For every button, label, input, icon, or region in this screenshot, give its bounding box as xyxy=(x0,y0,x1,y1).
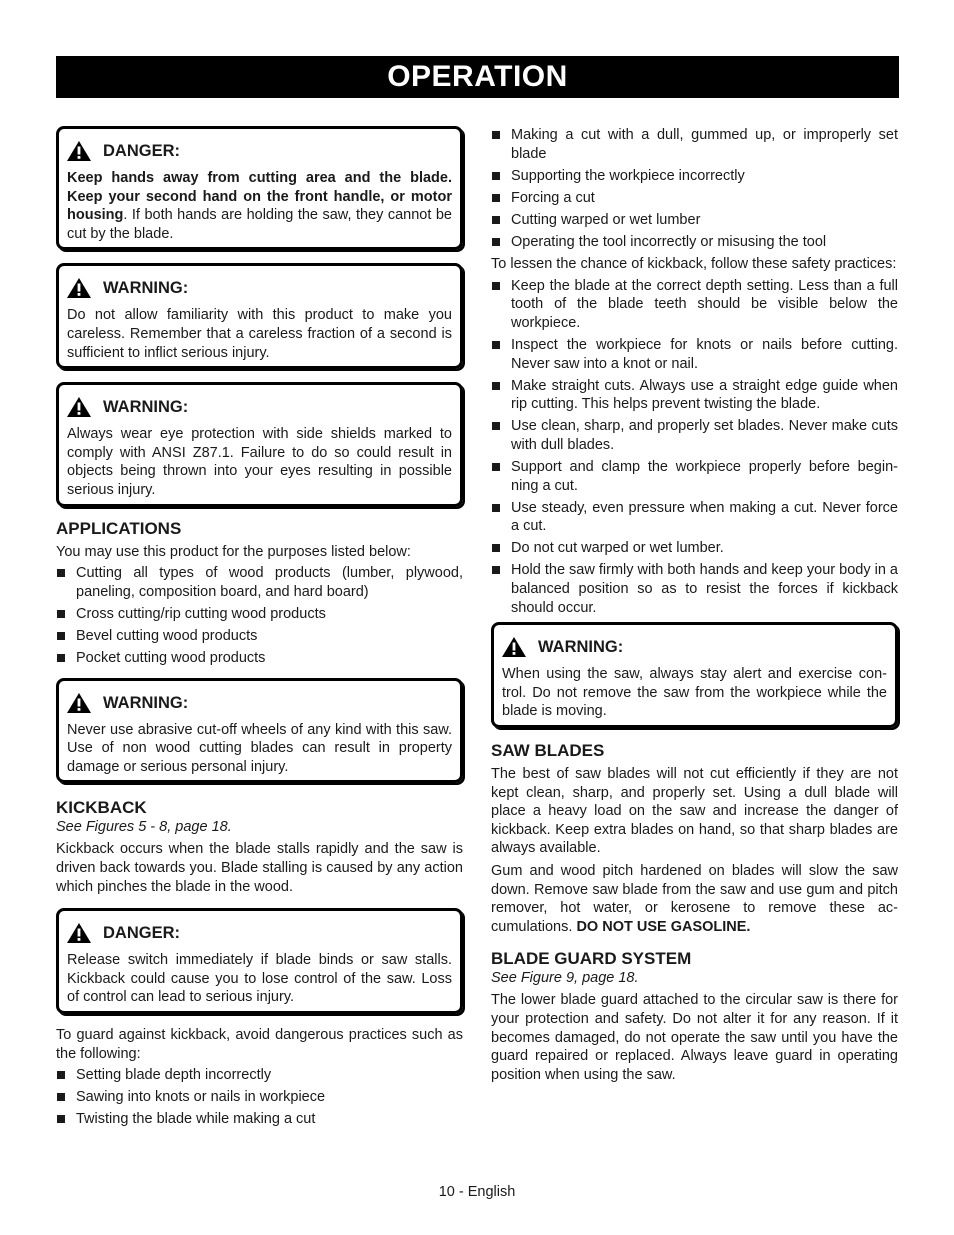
list-item: Pocket cutting wood products xyxy=(56,649,463,668)
kickback-text: Kickback occurs when the blade stalls rapidly and the saw is driven back towards you. Blade stalling is caused by any action which pinches the blade in the wood. xyxy=(56,841,463,895)
box-title: WARNING: xyxy=(67,397,452,417)
box-title: DANGER: xyxy=(67,141,452,161)
dangerous-practices-list xyxy=(56,1066,463,1129)
box-title: WARNING: xyxy=(67,693,452,713)
list-item: Bevel cutting wood products xyxy=(56,627,463,646)
kickback-figure-ref: See Figures 5 - 8, page 18. xyxy=(56,819,232,836)
warning-box-stay-alert xyxy=(491,622,898,728)
guard-intro: To guard against kickback, avoid dangerous practices such as the following: xyxy=(56,1026,463,1062)
list-item: Keep the blade at the correct depth setting. Less than a full tooth of the blade teeth should be visible below the workpiece. xyxy=(491,277,898,333)
box-text: When using the saw, always stay alert and exercise con-trol. Do not remove the saw from the workpiece while the blade is moving. xyxy=(502,666,887,720)
right-column xyxy=(491,126,898,1084)
saw-blades-paragraph-1: The best of saw blades will not cut efficiently if they are not kept clean, sharp, and properly set. Using a dull blade will place a heavy load on the saw and increase the danger of kickback. Keep extra blades on hand, so that sharp blades are always available. xyxy=(491,766,898,857)
box-text: Release switch immediately if blade binds or saw stalls. Kickback could cause you to lose control of the saw. Loss of control can lead to serious injury. xyxy=(67,952,452,1006)
box-title: WARNING: xyxy=(67,278,452,298)
warning-triangle-icon xyxy=(502,637,526,657)
saw-blades-heading: SAW BLADES xyxy=(491,741,605,761)
box-title: DANGER: xyxy=(67,923,452,943)
applications-list xyxy=(56,564,463,667)
list-item: Sawing into knots or nails in workpiece xyxy=(56,1088,463,1107)
section-header-bar xyxy=(56,56,899,98)
applications-heading: APPLICATIONS xyxy=(56,518,182,538)
warning-triangle-icon xyxy=(67,278,91,298)
list-item: Forcing a cut xyxy=(491,189,898,208)
kickback-heading: KICKBACK xyxy=(56,798,147,818)
warning-box-eye-protection xyxy=(56,382,463,506)
list-item: Support and clamp the workpiece properly before begin-ning a cut. xyxy=(491,458,898,495)
box-text: Always wear eye protection with side shields marked to comply with ANSI Z87.1. Failure to do so could result in objects being thrown into your eyes resulting in possible serious injury. xyxy=(67,426,452,498)
box-text: Do not allow familiarity with this product to make you careless. Remember that a careless fraction of a second is sufficient to inflict serious injury. xyxy=(67,307,452,361)
page-number: 10 - English xyxy=(438,1184,516,1200)
box-text: Keep hands away from cutting area and the blade. Keep your second hand on the front handle, or motor housing. If both hands are holding the saw, they cannot be cut by the blade. xyxy=(67,170,452,242)
blade-guard-text: The lower blade guard attached to the circular saw is there for your protection and safety. Do not alter it for any reason. If it becomes damaged, do not operate the saw until you have the guard repaired or replaced. Always leave guard in operating position when using the saw. xyxy=(491,992,898,1083)
list-item: Do not cut warped or wet lumber. xyxy=(491,539,898,558)
lessen-intro: To lessen the chance of kickback, follow these safety practices: xyxy=(491,256,897,273)
danger-box-hands xyxy=(56,126,463,250)
warning-triangle-icon xyxy=(67,141,91,161)
list-item: Operating the tool incorrectly or misusing the tool xyxy=(491,233,898,252)
warning-triangle-icon xyxy=(67,397,91,417)
list-item: Making a cut with a dull, gummed up, or improperly set blade xyxy=(491,126,898,163)
dangerous-practices-list-continued xyxy=(491,126,898,252)
safety-practices-list xyxy=(491,277,898,618)
blade-guard-figure-ref: See Figure 9, page 18. xyxy=(491,970,639,987)
page-title: OPERATION xyxy=(387,60,568,93)
list-item: Setting blade depth incorrectly xyxy=(56,1066,463,1085)
list-item: Make straight cuts. Always use a straight edge guide when rip cutting. This helps prevent twisting the blade. xyxy=(491,377,898,414)
warning-triangle-icon xyxy=(67,693,91,713)
warning-box-familiarity xyxy=(56,263,463,369)
list-item: Inspect the workpiece for knots or nails before cutting. Never saw into a knot or nail. xyxy=(491,336,898,373)
list-item: Twisting the blade while making a cut xyxy=(56,1110,463,1129)
warning-box-abrasive xyxy=(56,678,463,784)
list-item: Cutting all types of wood products (lumber, plywood, paneling, composition board, and hard board) xyxy=(56,564,463,601)
warning-triangle-icon xyxy=(67,923,91,943)
list-item: Hold the saw firmly with both hands and keep your body in a balanced position so as to resist the forces if kickback should occur. xyxy=(491,561,898,617)
list-item: Cross cutting/rip cutting wood products xyxy=(56,605,463,624)
list-item: Cutting warped or wet lumber xyxy=(491,211,898,230)
left-column xyxy=(56,126,463,1132)
list-item: Use steady, even pressure when making a cut. Never force a cut. xyxy=(491,499,898,536)
applications-intro: You may use this product for the purposes listed below: xyxy=(56,543,411,560)
danger-box-release-switch xyxy=(56,908,463,1014)
blade-guard-heading: BLADE GUARD SYSTEM xyxy=(491,949,692,969)
saw-blades-paragraph-2: Gum and wood pitch hardened on blades will slow the saw down. Remove saw blade from the saw and use gum and pitch remover, hot water, or kerosene to remove these ac-cumulations. DO NOT USE GASOLINE. xyxy=(491,863,898,935)
list-item: Supporting the workpiece incorrectly xyxy=(491,167,898,186)
list-item: Use clean, sharp, and properly set blades. Never make cuts with dull blades. xyxy=(491,417,898,454)
box-text: Never use abrasive cut-off wheels of any kind with this saw. Use of non wood cutting blades can result in property damage or serious personal injury. xyxy=(67,721,452,775)
box-title: WARNING: xyxy=(502,637,887,657)
